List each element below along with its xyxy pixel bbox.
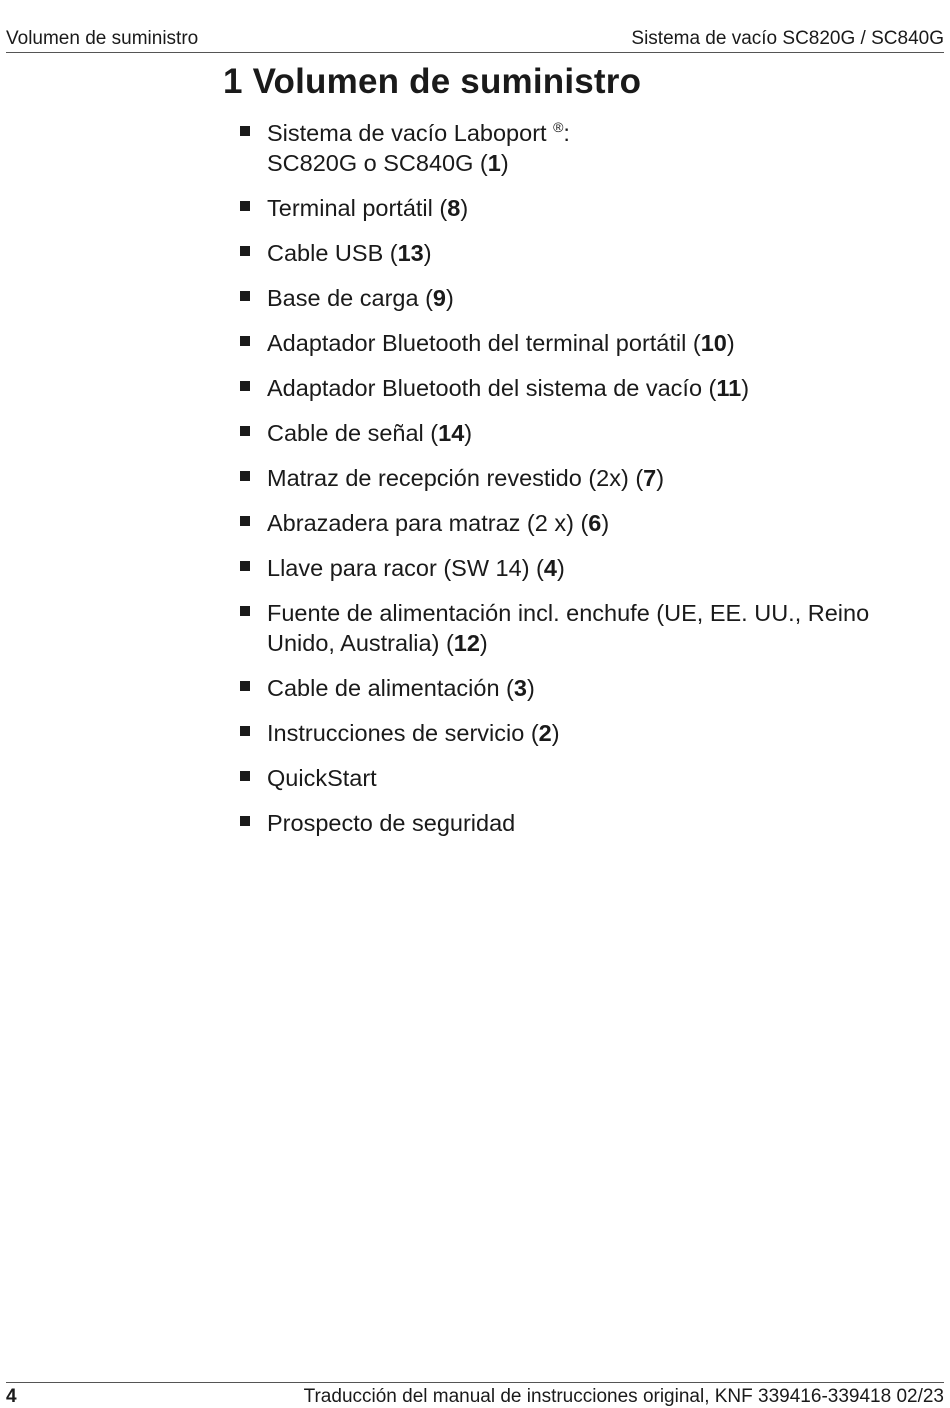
- square-bullet-icon: [240, 426, 250, 436]
- item-number: 13: [397, 240, 424, 266]
- list-item: [240, 598, 940, 658]
- header-product-name: Sistema de vacío SC820G / SC840G: [631, 28, 944, 49]
- item-number: 14: [438, 420, 465, 446]
- item-close-paren: ): [445, 285, 454, 311]
- item-label: Adaptador Bluetooth del sistema de vacío (: [267, 375, 717, 401]
- list-item-text: [267, 598, 940, 658]
- list-item-text: [267, 508, 940, 538]
- square-bullet-icon: [240, 816, 250, 826]
- item-label: Cable de señal (: [267, 420, 439, 446]
- item-label-line2: SC820G o SC840G (: [267, 150, 488, 176]
- list-item: [240, 718, 940, 748]
- square-bullet-icon: [240, 336, 250, 346]
- item-number: 1: [487, 150, 501, 176]
- square-bullet-icon: [240, 471, 250, 481]
- list-item-text: [267, 553, 940, 583]
- item-number: 2: [538, 720, 552, 746]
- list-item: [240, 118, 940, 178]
- item-label: Instrucciones de servicio (: [267, 720, 539, 746]
- list-item-text: [267, 328, 940, 358]
- square-bullet-icon: [240, 681, 250, 691]
- item-label: Abrazadera para matraz (2 x) (: [267, 510, 589, 536]
- square-bullet-icon: [240, 381, 250, 391]
- item-close-paren: ): [500, 150, 509, 176]
- square-bullet-icon: [240, 246, 250, 256]
- item-label-line2: Unido, Australia) (: [267, 630, 454, 656]
- list-item: [240, 808, 940, 838]
- item-label: QuickStart: [267, 765, 377, 791]
- square-bullet-icon: [240, 726, 250, 736]
- list-item: [240, 193, 940, 223]
- item-close-paren: ): [726, 330, 735, 356]
- item-label: Cable de alimentación (: [267, 675, 514, 701]
- list-item: [240, 508, 940, 538]
- page-title: 1 Volumen de suministro: [223, 62, 642, 101]
- item-close-paren: ): [423, 240, 432, 266]
- square-bullet-icon: [240, 561, 250, 571]
- list-item-text: [267, 418, 940, 448]
- item-label: Base de carga (: [267, 285, 433, 311]
- square-bullet-icon: [240, 291, 250, 301]
- item-close-paren: ): [601, 510, 610, 536]
- list-item: [240, 418, 940, 448]
- list-item: [240, 763, 940, 793]
- list-item-text: [267, 283, 940, 313]
- item-close-paren: ): [656, 465, 665, 491]
- square-bullet-icon: [240, 606, 250, 616]
- list-item-text: [267, 373, 940, 403]
- list-item: [240, 328, 940, 358]
- item-label: Adaptador Bluetooth del terminal portátil (: [267, 330, 701, 356]
- item-number: 10: [700, 330, 727, 356]
- page-header: [6, 0, 944, 53]
- list-item: [240, 238, 940, 268]
- list-item-text: [267, 118, 940, 178]
- item-number: 11: [716, 375, 742, 401]
- item-close-paren: ): [741, 375, 750, 401]
- list-item-text: [267, 718, 940, 748]
- footer-document-reference: Traducción del manual de instrucciones original, KNF 339416-339418 02/23: [303, 1386, 944, 1407]
- item-number: 12: [453, 630, 480, 656]
- item-label: Prospecto de seguridad: [267, 810, 516, 836]
- item-label: Terminal portátil (: [267, 195, 448, 221]
- item-label: Llave para racor (SW 14) (: [267, 555, 544, 581]
- item-label: Matraz de recepción revestido (2x) (: [267, 465, 644, 491]
- page-number: 4: [6, 1386, 17, 1407]
- item-number: 9: [432, 285, 446, 311]
- header-section-title: Volumen de suministro: [6, 28, 199, 49]
- list-item: [240, 463, 940, 493]
- list-item-text: [267, 463, 940, 493]
- list-item: [240, 373, 940, 403]
- delivery-items-list: [240, 118, 940, 853]
- item-close-paren: ): [460, 195, 469, 221]
- list-item: [240, 673, 940, 703]
- square-bullet-icon: [240, 516, 250, 526]
- list-item-text: [267, 808, 940, 838]
- list-item-text: [267, 193, 940, 223]
- list-item-text: [267, 238, 940, 268]
- item-number: 4: [543, 555, 557, 581]
- list-item-text: [267, 763, 940, 793]
- list-item: [240, 553, 940, 583]
- square-bullet-icon: [240, 771, 250, 781]
- list-item: [240, 283, 940, 313]
- item-number: 8: [447, 195, 461, 221]
- item-label: Fuente de alimentación incl. enchufe (UE, EE. UU., Reino: [267, 600, 870, 626]
- registered-mark: ®: [553, 119, 564, 136]
- item-number: 6: [588, 510, 602, 536]
- item-label: Sistema de vacío Laboport: [267, 120, 554, 146]
- item-label: Cable USB (: [267, 240, 398, 266]
- square-bullet-icon: [240, 201, 250, 211]
- item-close-paren: ): [464, 420, 473, 446]
- item-close-paren: ): [551, 720, 560, 746]
- item-label-suffix: :: [563, 120, 570, 146]
- item-close-paren: ): [526, 675, 535, 701]
- list-item-text: [267, 673, 940, 703]
- page-footer: [6, 1382, 944, 1407]
- item-close-paren: ): [556, 555, 565, 581]
- item-close-paren: ): [479, 630, 488, 656]
- item-number: 7: [643, 465, 657, 491]
- item-number: 3: [513, 675, 527, 701]
- square-bullet-icon: [240, 126, 250, 136]
